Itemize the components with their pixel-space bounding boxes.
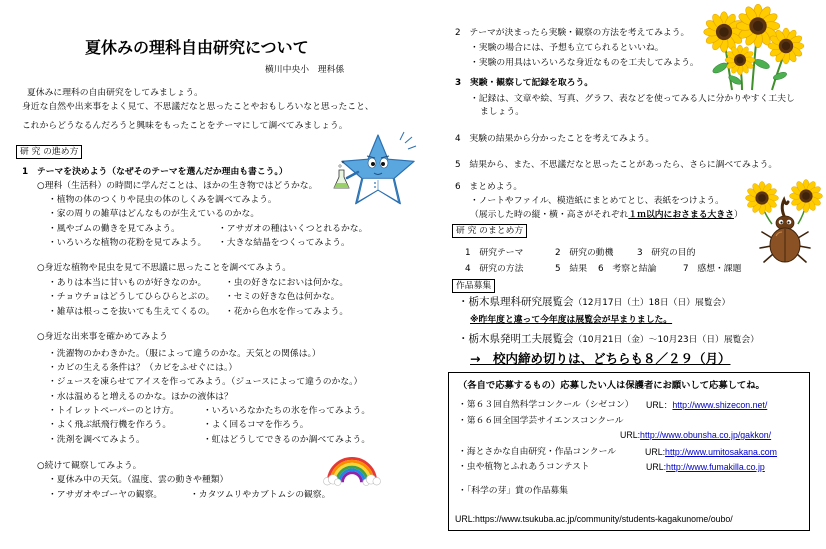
group-heading: ○身近な植物や昆虫を見て不思議に思ったことを調べてみよう。: [37, 263, 291, 273]
exhibition-item: [458, 296, 730, 309]
group-heading: ○続けて観察してみよう。: [37, 461, 142, 471]
step-heading: 6 まとめよう。: [455, 182, 523, 192]
exhibition-dates: （12月17日（土）18日（日）展覧会）: [573, 298, 731, 308]
list-item: ・ジュースを凍らせてアイスを作ってみよう。（ジュースによって違うのかな。）: [48, 377, 363, 387]
list-item: ・ノートやファイル、模造紙にまとめてとじ、表紙をつけよう。: [470, 196, 724, 206]
author: 横川中央小 理科係: [265, 65, 345, 75]
summary-item: 1 研究テーマ: [465, 248, 524, 258]
contest-link[interactable]: http://www.umitosakana.com: [665, 447, 778, 457]
summary-item: 5 結果: [555, 264, 587, 274]
list-item: ・虹はどうしてできるのか調べてみよう。: [203, 435, 371, 445]
contest-name: ・海とさかな自由研究・作品コンクール: [458, 447, 616, 457]
contest-url: [646, 461, 765, 474]
contest-panel-heading: （各自で応募するもの）応募したい人は保護者にお願いして応募してね。: [458, 380, 765, 391]
display-note-emphasis: １ｍ以内におさまる大きさ: [628, 210, 734, 220]
contest-name: ・第６３回自然科学コンクール（シゼコン）: [458, 400, 634, 410]
contest-name: ・「科学の芽」賞の作品募集: [458, 486, 568, 496]
list-item: ・トイレットペーパーのとけ方。: [48, 406, 179, 416]
group-heading: ○身近な出来事を確かめてみよう: [37, 332, 168, 342]
display-note-suffix: ）: [733, 210, 743, 220]
list-item: ・よく飛ぶ紙飛行機を作ろう。: [48, 420, 172, 430]
step-heading: 5 結果から、また、不思議だなと思ったことがあったら、さらに調べてみよう。: [455, 160, 778, 170]
list-item: ・セミの好きな色は何かな。: [225, 292, 340, 302]
list-item: ・洗濯物のかわきかた。（服によって違うのかな。天気との関係は。）: [48, 349, 321, 359]
exhibition-name: ・栃木県発明工夫展覧会: [458, 333, 574, 345]
list-item: ・雑草は根っこを抜いても生えてくるの。: [48, 307, 215, 317]
list-item: ・花から色水を作ってみよう。: [225, 307, 349, 317]
display-size-note: [470, 209, 743, 221]
url-label: URL:: [620, 430, 641, 440]
contest-link[interactable]: https://www.tsukuba.ac.jp/community/students-kagakunome/oubo/: [475, 514, 733, 524]
sunflowers-illustration: [702, 8, 802, 90]
list-item: ・いろいろなかたちの氷を作ってみよう。: [203, 406, 371, 416]
star-character-illustration: [330, 128, 420, 218]
summary-item: 2 研究の動機: [555, 248, 614, 258]
exhibition-item: [458, 333, 759, 346]
intro-line: 夏休みに理科の自由研究をしてみましょう。: [27, 88, 203, 98]
list-item: ・よく回るコマを作ろう。: [203, 420, 309, 430]
list-item: ・ありは本当に甘いものが好きなのか。: [48, 278, 207, 288]
list-item: ・植物の体のつくりや昆虫の体のしくみを調べてみよう。: [48, 195, 277, 205]
exhibition-dates: （10月21日（金）～10月23日（日）展覧会）: [573, 335, 760, 345]
contest-url: [646, 399, 767, 412]
contest-url: [620, 429, 771, 442]
list-item: ・家の周りの雑草はどんなものが生えているのかな。: [48, 209, 260, 219]
list-item: ・カタツムリやカブトムシの観察。: [190, 490, 331, 500]
url-label: URL：: [646, 400, 673, 410]
list-item: ・洗剤を調べてみよう。: [48, 435, 145, 445]
section-heading-entries: 作品募集: [452, 279, 495, 293]
list-item: ・夏休み中の天気。（温度、雲の動きや種類）: [48, 475, 229, 485]
contest-link[interactable]: http://www.obunsha.co.jp/gakkon/: [640, 430, 772, 440]
contest-url: [455, 513, 733, 525]
url-label: URL:: [646, 462, 667, 472]
list-item: ・大きな結晶をつくってみよう。: [218, 238, 350, 248]
section-heading-summary: 研 究 のまとめ方: [452, 224, 527, 238]
group-heading: ○理科（生活科）の時間に学んだことは、ほかの生き物ではどうかな。: [37, 181, 318, 191]
list-item: ・アサガオの種はいくつとれるかな。: [218, 224, 368, 234]
rainbow-illustration: [322, 448, 382, 486]
intro-line: これからどうなるんだろうと興味をもったことをテーマにして調べてみましょう。: [22, 121, 348, 131]
contest-url: [645, 446, 777, 459]
list-item: ・チョウチョはどうしてひらひらとぶの。: [48, 292, 215, 302]
summary-item: 3 研究の目的: [637, 248, 696, 258]
list-item: ・いろいろな植物の花粉を見てみよう。: [48, 238, 207, 248]
contest-link[interactable]: http://www.fumakilla.co.jp: [666, 462, 765, 472]
step-heading: 2 テーマが決まったら実験・観察の方法を考えてみよう。: [455, 28, 690, 38]
display-note-prefix: （展示した時の縦・横・高さがそれぞれ: [470, 210, 629, 220]
intro-line: 身近な自然や出来事をよく見て、不思議だなと思ったことやおもしろいなと思ったこと、: [22, 102, 374, 112]
list-item: ・水は温めると増えるのかな。ほかの液体は？: [48, 392, 233, 402]
url-label: URL:: [455, 514, 476, 524]
beetle-illustration: [748, 182, 822, 264]
contest-name: ・第６６回全国学芸サイエンスコンクール: [458, 416, 624, 426]
step-heading: 1 テーマを決めよう（なぜそのテーマを選んだか理由も書こう。）: [22, 167, 288, 177]
page-title: 夏休みの理科自由研究について: [85, 38, 309, 57]
step-heading: 4 実験の結果から分かったことを考えてみよう。: [455, 134, 655, 144]
url-label: URL:: [645, 447, 666, 457]
list-item: ・アサガオやゴーヤの観察。: [48, 490, 163, 500]
section-heading-process: 研 究 の進め方: [16, 145, 82, 159]
list-item: ・記録は、文章や絵、写真、グラフ、表などを使ってみる人に分かりやすく工夫し: [470, 94, 795, 104]
summary-item: 4 研究の方法: [465, 264, 524, 274]
list-item: ・風やゴムの働きを見てみよう。: [48, 224, 180, 234]
step-heading: 3 実験・観察して記録を取ろう。: [455, 78, 594, 88]
list-item: ましょう。: [480, 107, 524, 117]
list-item: ・カビの生える条件は？（カビをふせぐには。）: [48, 363, 238, 373]
contest-name: ・虫や植物とふれあうコンテスト: [458, 462, 590, 472]
list-item: ・実験の用具はいろいろな身近なものを工夫してみよう。: [470, 58, 699, 68]
exhibition-name: ・栃木県理科研究展覧会: [458, 296, 574, 308]
list-item: ・実験の場合には、予想も立てられるといいね。: [470, 43, 664, 53]
summary-item: 7 感想・課題: [683, 264, 742, 274]
deadline-notice: → 校内締め切りは、どちらも８／２９（月）: [470, 351, 731, 366]
list-item: ・虫の好きなにおいは何かな。: [225, 278, 349, 288]
contest-link[interactable]: http://www.shizecon.net/: [672, 400, 768, 410]
exhibition-note: ※昨年度と違って今年度は展覧会が早まりました。: [470, 315, 673, 325]
summary-item: 6 考察と結論: [598, 264, 657, 274]
